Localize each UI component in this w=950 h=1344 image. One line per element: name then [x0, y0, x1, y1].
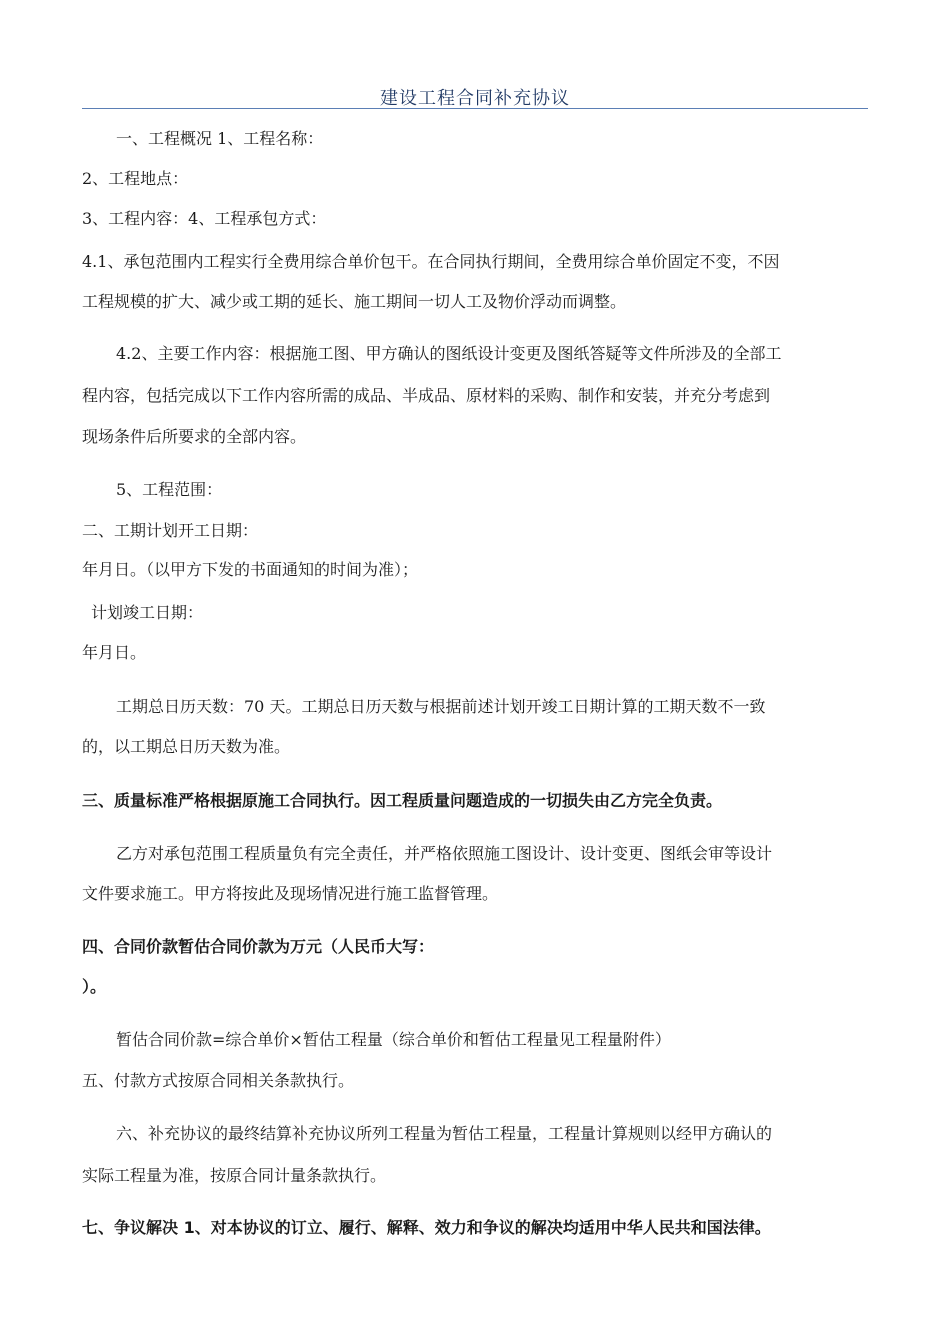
paragraph-line: 计划竣工日期：	[91, 603, 204, 622]
section-heading: 三、质量标准严格根据原施工合同执行。因工程质量问题造成的一切损失由乙方完全负责。	[82, 791, 723, 810]
paragraph-line: 4.1、承包范围内工程实行全费用综合单价包干。在合同执行期间，全费用综合单价固定不变，不因	[82, 252, 780, 271]
section-heading: ）。	[82, 977, 107, 996]
paragraph-line: 五、付款方式按原合同相关条款执行。	[82, 1071, 355, 1090]
paragraph-line: 3、工程内容：4、工程承包方式：	[82, 209, 327, 228]
paragraph-line: 5、工程范围：	[116, 480, 223, 499]
paragraph-line: 乙方对承包范围工程质量负有完全责任，并严格依照施工图设计、设计变更、图纸会审等设计	[116, 844, 773, 863]
paragraph-line: 程内容，包括完成以下工作内容所需的成品、半成品、原材料的采购、制作和安装，并充分考虑到	[82, 386, 771, 405]
paragraph-line: 4.2、主要工作内容：根据施工图、甲方确认的图纸设计变更及图纸答疑等文件所涉及的全部工	[116, 344, 782, 363]
paragraph-line: 年月日。	[82, 643, 147, 662]
paragraph-line: 暂估合同价款=综合单价×暂估工程量（综合单价和暂估工程量见工程量附件）	[116, 1030, 671, 1049]
paragraph-line: 工程规模的扩大、减少或工期的延长、施工期间一切人工及物价浮动而调整。	[82, 292, 627, 311]
section-heading: 四、合同价款暂估合同价款为万元（人民币大写：	[82, 937, 435, 956]
paragraph-line: 的，以工期总日历天数为准。	[82, 737, 291, 756]
paragraph-line: 实际工程量为准，按原合同计量条款执行。	[82, 1166, 387, 1185]
paragraph-line: 2、工程地点：	[82, 169, 189, 188]
title-underline	[82, 108, 868, 109]
paragraph-line: 工期总日历天数：70 天。工期总日历天数与根据前述计划开竣工日期计算的工期天数不一致	[116, 697, 766, 716]
paragraph-line: 二、工期计划开工日期：	[82, 521, 259, 540]
paragraph-line: 文件要求施工。甲方将按此及现场情况进行施工监督管理。	[82, 884, 499, 903]
document-title: 建设工程合同补充协议	[380, 88, 570, 109]
paragraph-line: 年月日。（以甲方下发的书面通知的时间为准）；	[82, 560, 419, 579]
paragraph-line: 六、补充协议的最终结算补充协议所列工程量为暂估工程量，工程量计算规则以经甲方确认的	[116, 1124, 773, 1143]
section-heading: 七、争议解决 1、对本协议的订立、履行、解释、效力和争议的解决均适用中华人民共和国法律。	[82, 1218, 771, 1237]
paragraph-line: 一、工程概况 1、工程名称：	[116, 129, 324, 148]
paragraph-line: 现场条件后所要求的全部内容。	[82, 427, 307, 446]
